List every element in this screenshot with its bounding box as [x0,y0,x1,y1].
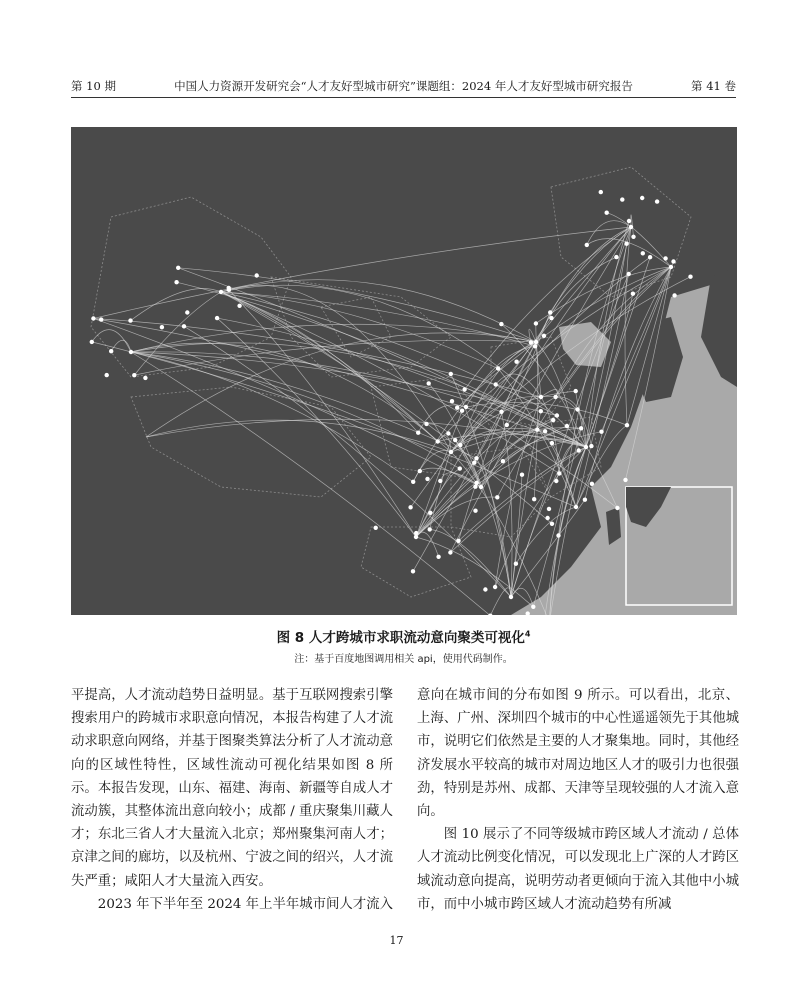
city-node [590,482,594,486]
city-node [160,325,164,329]
city-node [551,418,555,422]
city-node [532,497,536,501]
city-node [132,373,136,377]
city-node [473,485,477,489]
city-node [474,481,478,485]
right-column [417,684,739,916]
city-node [615,506,619,510]
city-node [574,505,578,509]
city-node [627,219,631,223]
city-node [520,473,524,477]
city-node [494,382,498,386]
city-node [129,350,133,354]
flow-line [229,290,416,537]
city-node [614,255,618,259]
city-node [553,395,557,399]
map-graphic [71,127,737,615]
flow-line [184,326,511,597]
city-node [408,505,412,509]
flow-line [416,537,533,607]
city-node [556,533,560,537]
flow-line [221,292,557,416]
flow-line [465,227,631,390]
city-node [640,196,644,200]
flow-line [516,507,576,564]
flow-line [131,352,477,458]
city-node [605,211,609,215]
city-node [427,381,431,385]
city-node [143,376,147,380]
flow-line [221,280,536,342]
flow-line [131,352,490,615]
city-node [446,431,450,435]
flow-line [217,318,416,537]
city-node [436,439,440,443]
city-node [414,535,418,539]
city-node [488,614,492,616]
city-node [436,555,440,559]
city-node [174,280,178,284]
city-node [411,480,415,484]
journal-title: 中国人力资源开发研究会“人才友好型城市研究”课题组：2024 年人才友好型城市研究报告 [174,79,633,93]
header-rule [71,97,736,98]
city-node [672,293,676,297]
city-node [428,527,432,531]
city-node [483,587,487,591]
city-node [539,409,543,413]
city-node [533,344,537,348]
paragraph: 平提高，人才流动趋势日益明显。基于互联网搜索引擎搜索用户的跨城市求职意向情况，本报告构建了人才流动求职意向网络，并基于图聚类算法分析了人才流动意向的区域性特性，区域性流动可视化结果如图 8 所示。本报告发现，山东、福建、海南、新疆等自成人才流动簇，其整体流出意向较小；成都 / 重庆聚集川藏人才；东北三省人才大量流入北京；郑州聚集河南人才；京津之间的廊坊，以及杭州、宁波之间的绍兴，人才流失严重；咸阳人才大量流入西安。 [71,688,393,889]
city-node [91,316,95,320]
city-node [575,407,579,411]
flow-line [490,588,511,615]
city-node [585,243,589,247]
city-node [627,272,631,276]
caption-ref: 4 [524,629,531,639]
left-column [71,684,393,916]
city-node [539,395,543,399]
city-node [90,340,94,344]
flow-line [93,227,631,318]
page-number: 17 [389,934,404,947]
issue-number: 第 10 期 [71,79,116,93]
city-node [589,444,593,448]
city-node [629,225,633,229]
city-node [669,265,673,269]
flow-line [534,342,538,499]
city-node [105,373,109,377]
city-node [438,479,442,483]
city-node [545,516,549,520]
city-node [473,509,477,513]
city-node [185,310,189,314]
city-node [565,424,569,428]
running-header [71,78,736,96]
city-node [623,478,627,482]
figure-note: 注：基于百度地图调用相关 api，使用代码制作。 [294,654,513,665]
city-node [531,605,535,609]
city-node [584,445,588,449]
city-node [182,324,186,328]
city-node [428,511,432,515]
city-node [460,409,464,413]
paragraph: 2023 年下半年至 2024 年上半年城市间人才流入 [97,896,393,912]
city-node [237,304,241,308]
flow-line [416,532,439,557]
city-node [577,448,581,452]
flow-line [541,396,591,446]
paragraph: 图 10 展示了不同等级城市跨区域人才流动 / 总体人才流动比例变化情况，可以发现北上广深的人才跨区域流动意向提高，说明劳动者更倾向于流入其他中小城市，而中小城市跨区域人才流动趋势有所减 [417,827,739,912]
city-node [479,485,483,489]
city-node [493,585,497,589]
city-node [215,316,219,320]
figure-caption [71,626,736,646]
city-node [414,531,418,535]
paragraph: 意向在城市间的分布如图 9 所示。可以看出，北京、上海、广州、深圳四个城市的中心性遥遥领先于其他城市，说明它们依然是主要的人才聚集地。同时，其他经济发展水平较高的城市对周边地区人才的吸引力也很强劲，特别是苏州、成都、天津等呈现较强的人才流入意向。 [417,688,739,820]
city-node [472,461,476,465]
city-node [599,430,603,434]
city-node [109,349,113,353]
city-node [583,498,587,502]
city-node [620,197,624,201]
city-node [648,255,652,259]
city-node [456,539,460,543]
city-node [425,477,429,481]
city-node [495,495,499,499]
city-node [514,562,518,566]
city-node [509,595,513,599]
city-node [543,429,547,433]
city-node [176,266,180,270]
city-node [624,242,628,246]
city-node [631,292,635,296]
city-node [550,441,554,445]
city-node [450,399,454,403]
city-node [534,321,538,325]
city-node [549,316,553,320]
city-node [555,413,559,417]
city-node [514,360,518,364]
flow-line [221,285,451,452]
city-node [449,372,453,376]
city-node [374,526,378,530]
city-node [579,426,583,430]
city-node [424,422,428,426]
city-node [547,507,551,511]
caption-text: 图 8 人才跨城市求职流动意向聚类可视化 [276,630,525,646]
city-node [505,423,509,427]
city-node [535,428,539,432]
city-node [128,318,132,322]
city-node [448,550,452,554]
flow-line [178,268,536,342]
city-node [99,317,103,321]
city-node [499,410,503,414]
city-node [625,423,629,427]
city-node [458,466,462,470]
city-node [671,259,675,263]
flow-line [625,227,631,425]
city-node [496,366,500,370]
city-node [416,431,420,435]
city-node [688,275,692,279]
flow-line [146,419,586,447]
city-node [599,190,603,194]
city-node [255,273,259,277]
city-node [219,290,223,294]
hainan-land [449,589,473,611]
city-node [474,456,478,460]
city-node [455,406,459,410]
city-node [462,387,466,391]
flow-line [146,420,451,452]
city-node [554,479,558,483]
city-node [449,450,453,454]
flow-line [460,431,586,447]
city-node [557,471,561,475]
city-node [655,199,659,203]
city-node [529,340,533,344]
flow-line [93,318,481,487]
city-node [534,340,538,344]
city-node [631,235,635,239]
city-node [227,288,231,292]
city-node [453,438,457,442]
city-node [464,405,468,409]
city-node [663,256,667,260]
talent-flow-map [71,127,737,615]
volume-number: 第 41 卷 [691,79,736,93]
city-node [501,459,505,463]
city-node [641,251,645,255]
city-node [542,334,546,338]
city-node [499,322,503,326]
city-node [548,310,552,314]
city-node [550,522,554,526]
city-node [411,569,415,573]
city-node [418,469,422,473]
city-node [574,389,578,393]
city-node [458,443,462,447]
